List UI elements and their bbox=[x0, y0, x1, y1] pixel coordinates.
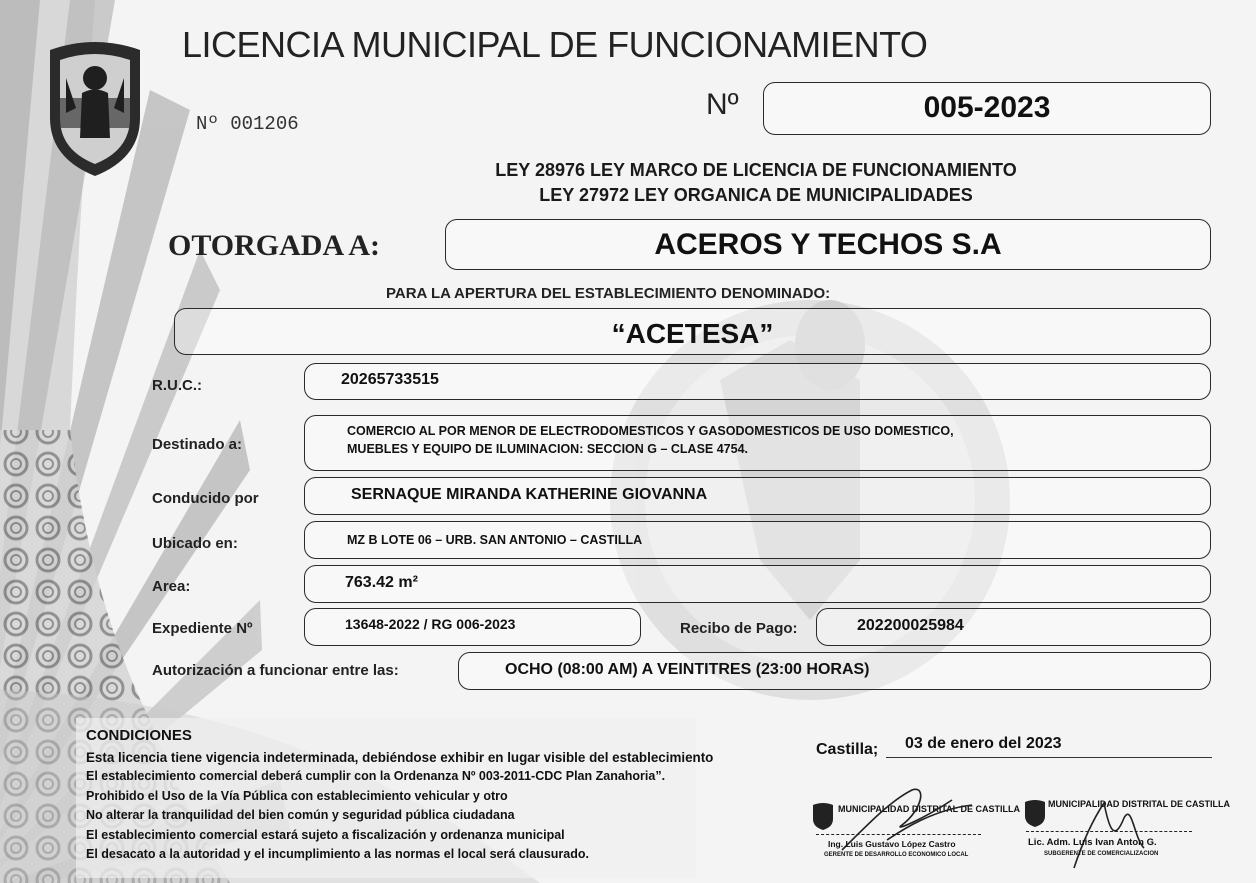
granted-label: OTORGADA A: bbox=[168, 229, 380, 262]
autorizacion-value: OCHO (08:00 AM) A VEINTITRES (23:00 HORAS) bbox=[505, 661, 870, 678]
conditions-title: CONDICIONES bbox=[86, 727, 192, 744]
ruc-label: R.U.C.: bbox=[152, 377, 202, 394]
establishment-box bbox=[174, 308, 1211, 355]
establishment-label: PARA LA APERTURA DEL ESTABLECIMIENTO DENOMINADO: bbox=[386, 285, 831, 302]
recibo-value: 202200025984 bbox=[857, 617, 964, 634]
muni-seal-icon bbox=[1024, 799, 1046, 827]
law-line-2: LEY 27972 LEY ORGANICA DE MUNICIPALIDADES bbox=[539, 185, 973, 205]
conditions-list bbox=[86, 748, 713, 864]
condition-item: El establecimiento comercial deberá cumplir con la Ordenanza Nº 003-2011-CDC Plan Zanahoria”. bbox=[86, 769, 666, 784]
ruc-box bbox=[304, 363, 1211, 400]
autorizacion-label: Autorización a funcionar entre las: bbox=[152, 662, 399, 679]
establishment-name: “ACETESA” bbox=[611, 318, 774, 349]
signature-2-muni: MUNICIPALIDAD DISTRITAL DE CASTILLA bbox=[1048, 799, 1230, 809]
signature-2-name: Lic. Adm. Luis Ivan Anton G. bbox=[1028, 837, 1157, 848]
recibo-box bbox=[816, 608, 1211, 646]
conducido-value: SERNAQUE MIRANDA KATHERINE GIOVANNA bbox=[351, 486, 708, 503]
license-number-label: Nº bbox=[706, 88, 739, 121]
expediente-box bbox=[304, 608, 641, 646]
date-value: 03 de enero del 2023 bbox=[905, 735, 1062, 752]
signature-1-role: GERENTE DE DESARROLLO ECONOMICO LOCAL bbox=[824, 852, 969, 858]
ubicado-box bbox=[304, 521, 1211, 559]
date-underline bbox=[886, 757, 1212, 758]
area-box bbox=[304, 565, 1211, 603]
autorizacion-box bbox=[458, 652, 1211, 690]
destinado-box bbox=[304, 415, 1211, 471]
ubicado-value: MZ B LOTE 06 – URB. SAN ANTONIO – CASTILLA bbox=[347, 533, 643, 547]
condition-item: No alterar la tranquilidad del bien común y seguridad pública ciudadana bbox=[86, 808, 515, 823]
date-place: Castilla; bbox=[816, 741, 879, 758]
document-title: LICENCIA MUNICIPAL DE FUNCIONAMIENTO bbox=[182, 24, 928, 65]
conducido-label: Conducido por bbox=[152, 490, 259, 507]
serial-value: 001206 bbox=[230, 113, 299, 135]
signature-2-line bbox=[1026, 831, 1192, 832]
condition-item: El desacato a la autoridad y el incumplimiento a las normas el local será clausurado. bbox=[86, 847, 589, 862]
signature-block-1 bbox=[812, 800, 1020, 870]
destinado-line-1: COMERCIO AL POR MENOR DE ELECTRODOMESTICOS Y GASODOMESTICOS DE USO DOMESTICO, bbox=[347, 424, 954, 438]
ubicado-label: Ubicado en: bbox=[152, 535, 238, 552]
conducido-box bbox=[304, 477, 1211, 515]
recibo-label: Recibo de Pago: bbox=[680, 620, 798, 637]
destinado-label: Destinado a: bbox=[152, 436, 243, 453]
company-box bbox=[445, 219, 1211, 270]
area-value: 763.42 m² bbox=[345, 574, 418, 591]
serial-number bbox=[196, 113, 299, 135]
expediente-label: Expediente Nº bbox=[152, 620, 253, 637]
condition-item: Prohibido el Uso de la Vía Pública con establecimiento vehicular y otro bbox=[86, 788, 508, 803]
company-name: ACEROS Y TECHOS S.A bbox=[654, 228, 1002, 261]
signature-block-2 bbox=[1024, 793, 1230, 868]
license-number-box bbox=[763, 82, 1211, 135]
license-number: 005-2023 bbox=[923, 91, 1051, 124]
ruc-value: 20265733515 bbox=[341, 371, 439, 388]
signature-1-muni: MUNICIPALIDAD DISTRITAL DE CASTILLA bbox=[838, 804, 1020, 814]
castilla-seal-logo bbox=[46, 38, 144, 178]
serial-prefix: Nº bbox=[196, 113, 219, 135]
area-label: Area: bbox=[152, 578, 191, 595]
condition-item: Esta licencia tiene vigencia indeterminada, debiéndose exhibir en lugar visible del establecimiento bbox=[86, 750, 714, 765]
muni-seal-icon bbox=[812, 802, 834, 830]
destinado-line-2: MUEBLES Y EQUIPO DE ILUMINACION: SECCION G – CLASE 4754. bbox=[347, 442, 749, 456]
law-line-1: LEY 28976 LEY MARCO DE LICENCIA DE FUNCIONAMIENTO bbox=[495, 160, 1017, 180]
expediente-value: 13648-2022 / RG 006-2023 bbox=[345, 616, 516, 632]
signature-2-role: SUBGERENTE DE COMERCIALIZACION bbox=[1044, 851, 1159, 857]
condition-item: El establecimiento comercial estará sujeto a fiscalización y ordenanza municipal bbox=[86, 827, 565, 842]
signature-1-name: Ing. Luis Gustavo López Castro bbox=[828, 839, 956, 849]
signature-1-line bbox=[816, 834, 981, 835]
